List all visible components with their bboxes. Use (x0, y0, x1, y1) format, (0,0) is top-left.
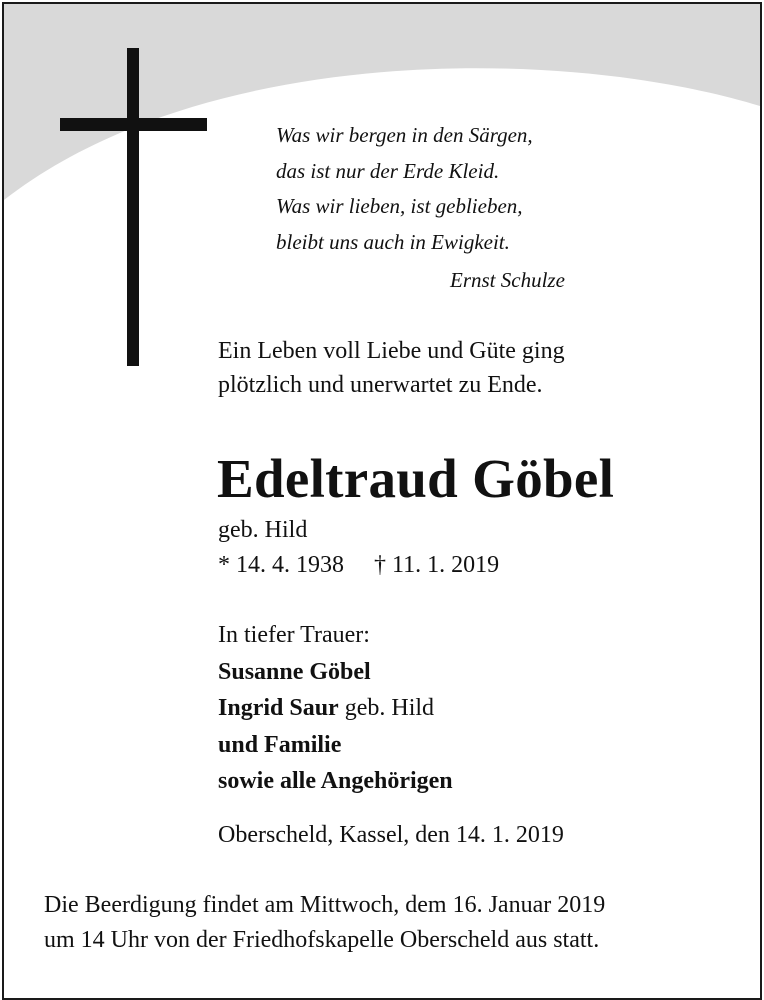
mourners (218, 617, 453, 800)
mourner (218, 690, 453, 727)
mourner: Susanne Göbel (218, 658, 371, 685)
cross-icon-horizontal (60, 118, 207, 131)
deceased-name: Edeltraud Göbel (217, 448, 615, 509)
mourner-name: Ingrid Saur (218, 695, 339, 721)
mourner: und Familie (218, 731, 342, 758)
maiden-name: geb. Hild (218, 517, 308, 543)
cross-icon-vertical (127, 48, 139, 366)
obituary-notice (2, 2, 762, 1000)
funeral-line: um 14 Uhr von der Friedhofskapelle Oberscheld aus statt. (44, 927, 600, 953)
poem (276, 118, 533, 260)
mourner: sowie alle Angehörigen (218, 768, 453, 794)
funeral-info (44, 888, 605, 958)
poem-author: Ernst Schulze (450, 268, 565, 292)
intro-text (218, 334, 565, 402)
poem-line: Was wir bergen in den Särgen, (276, 123, 533, 147)
intro-line: Ein Leben voll Liebe und Güte ging (218, 338, 565, 364)
intro-line: plötzlich und unerwartet zu Ende. (218, 372, 543, 398)
poem-line: das ist nur der Erde Kleid. (276, 158, 500, 183)
mourner-suffix: geb. Hild (344, 695, 435, 721)
place-date: Oberscheld, Kassel, den 14. 1. 2019 (218, 822, 564, 848)
poem-line: bleibt uns auch in Ewigkeit. (276, 229, 510, 254)
poem-line: Was wir lieben, ist geblieben, (276, 194, 523, 218)
birth-date: * 14. 4. 1938 (218, 552, 344, 578)
death-date: † 11. 1. 2019 (374, 552, 500, 578)
life-dates (218, 552, 499, 579)
funeral-line: Die Beerdigung findet am Mittwoch, dem 16. Januar 2019 (44, 892, 606, 918)
mourning-heading: In tiefer Trauer: (218, 622, 370, 648)
